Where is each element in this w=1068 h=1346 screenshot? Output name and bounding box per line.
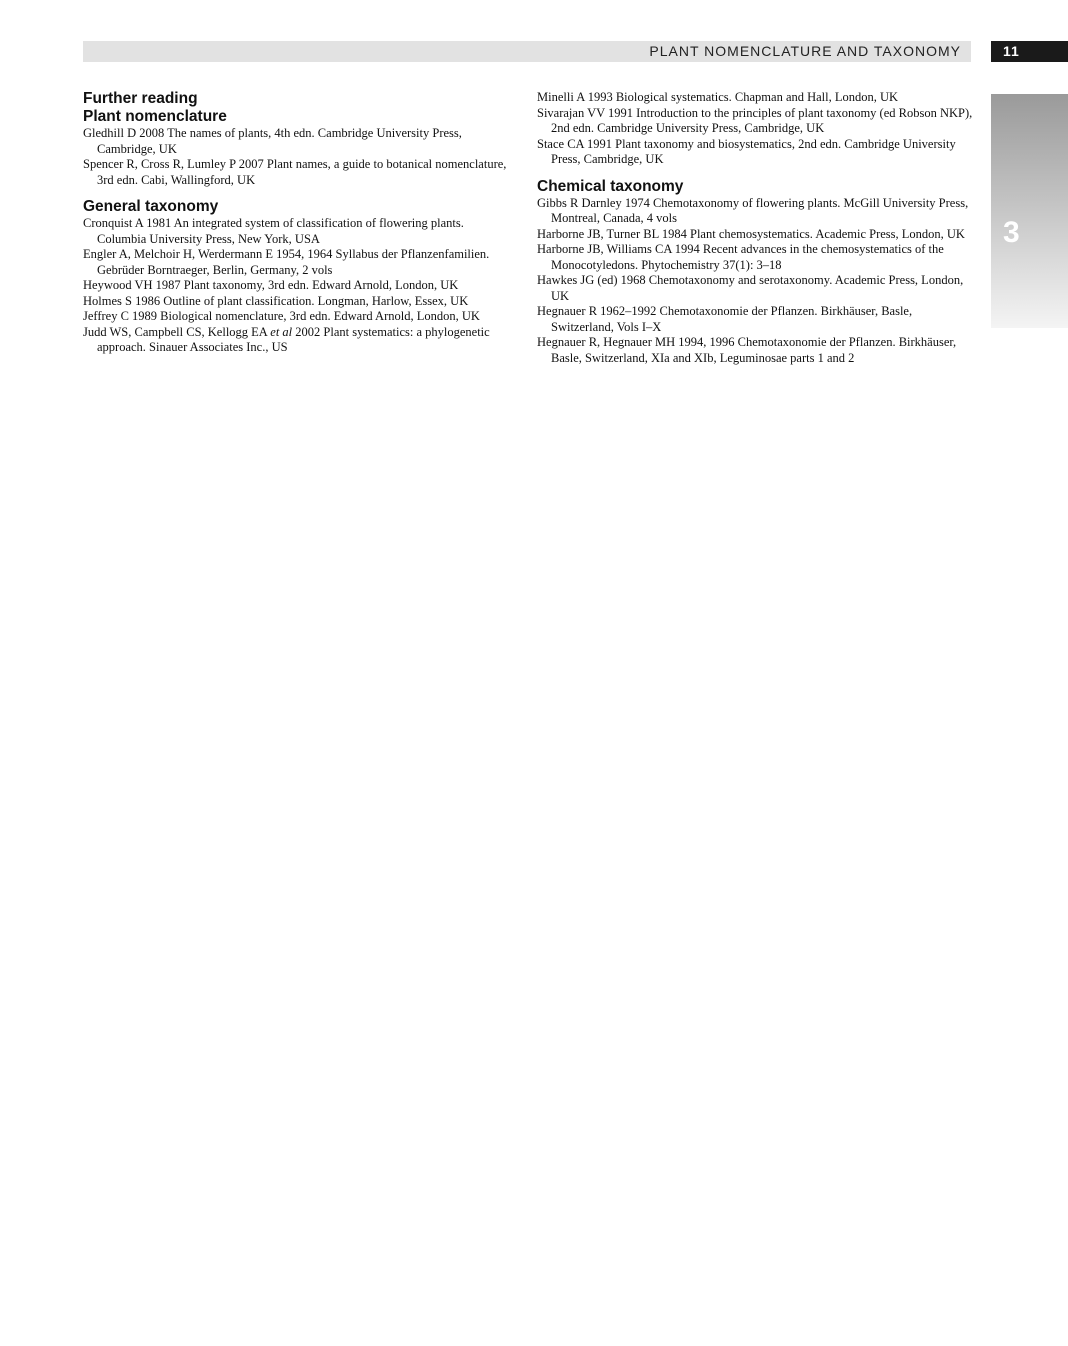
reference-item: Hawkes JG (ed) 1968 Chemotaxonomy and serotaxonomy. Academic Press, London, UK [537, 273, 964, 303]
reference-item: Stace CA 1991 Plant taxonomy and biosystematics, 2nd edn. Cambridge University Press, Cambridge, UK [537, 136, 956, 166]
further-reading-title: Further reading [83, 90, 198, 107]
reference-item: Heywood VH 1987 Plant taxonomy, 3rd edn. Edward Arnold, London, UK [83, 278, 459, 292]
reference-item: Judd WS, Campbell CS, Kellogg EA et al 2002 Plant systematics: a phylogenetic approach. Sinauer Associates Inc., US [83, 324, 490, 354]
running-head: PLANT NOMENCLATURE AND TAXONOMY [649, 43, 961, 59]
reference-item: Jeffrey C 1989 Biological nomenclature, 3rd edn. Edward Arnold, London, UK [83, 309, 480, 323]
reference-item: Hegnauer R, Hegnauer MH 1994, 1996 Chemotaxonomie der Pflanzen. Birkhäuser, Basle, Switzerland, XIa and XIb, Leguminosae parts 1 and 2 [537, 335, 957, 365]
section-heading-plant-nomenclature: Plant nomenclature [83, 108, 227, 125]
reference-item: Hegnauer R 1962–1992 Chemotaxonomie der Pflanzen. Birkhäuser, Basle, Switzerland, Vols I–X [537, 304, 913, 334]
reference-item: Holmes S 1986 Outline of plant classification. Longman, Harlow, Essex, UK [83, 293, 469, 308]
section-heading-general-taxonomy: General taxonomy [83, 198, 219, 215]
reference-item: Spencer R, Cross R, Lumley P 2007 Plant names, a guide to botanical nomenclature, 3rd edn. Cabi, Wallingford, UK [83, 157, 507, 187]
reference-item: Engler A, Melchoir H, Werdermann E 1954, 1964 Syllabus der Pflanzenfamilien. Gebrüder Borntraeger, Berlin, Germany, 2 vols [83, 247, 490, 277]
right-column [537, 90, 973, 366]
reference-item: Minelli A 1993 Biological systematics. Chapman and Hall, London, UK [537, 90, 899, 104]
chapter-number: 3 [1003, 216, 1020, 249]
reference-list-chemical-taxonomy [537, 196, 973, 367]
section-heading-chemical-taxonomy: Chemical taxonomy [537, 177, 684, 195]
chapter-tab [991, 94, 1068, 328]
reference-list-general-taxonomy [83, 216, 513, 356]
reference-item: Sivarajan VV 1991 Introduction to the principles of plant taxonomy (ed Robson NKP), 2nd edn. Cambridge University Press, Cambridge, UK [537, 105, 973, 135]
page-number: 11 [991, 41, 1068, 62]
reference-item: Gibbs R Darnley 1974 Chemotaxonomy of flowering plants. McGill University Press, Montreal, Canada, 4 vols [537, 195, 969, 225]
reference-item: Harborne JB, Williams CA 1994 Recent advances in the chemosystematics of the Monocotyledons. Phytochemistry 37(1): 3–18 [537, 242, 944, 272]
reference-item: Harborne JB, Turner BL 1984 Plant chemosystematics. Academic Press, London, UK [537, 226, 965, 241]
reference-list-general-taxonomy-continued [537, 90, 973, 168]
reference-item: Cronquist A 1981 An integrated system of classification of flowering plants. Columbia University Press, New York, USA [83, 216, 464, 246]
reference-item: Gledhill D 2008 The names of plants, 4th edn. Cambridge University Press, Cambridge, UK [83, 126, 462, 156]
left-column [83, 90, 513, 356]
reference-list-plant-nomenclature [83, 126, 513, 188]
running-head-bar [83, 41, 971, 62]
